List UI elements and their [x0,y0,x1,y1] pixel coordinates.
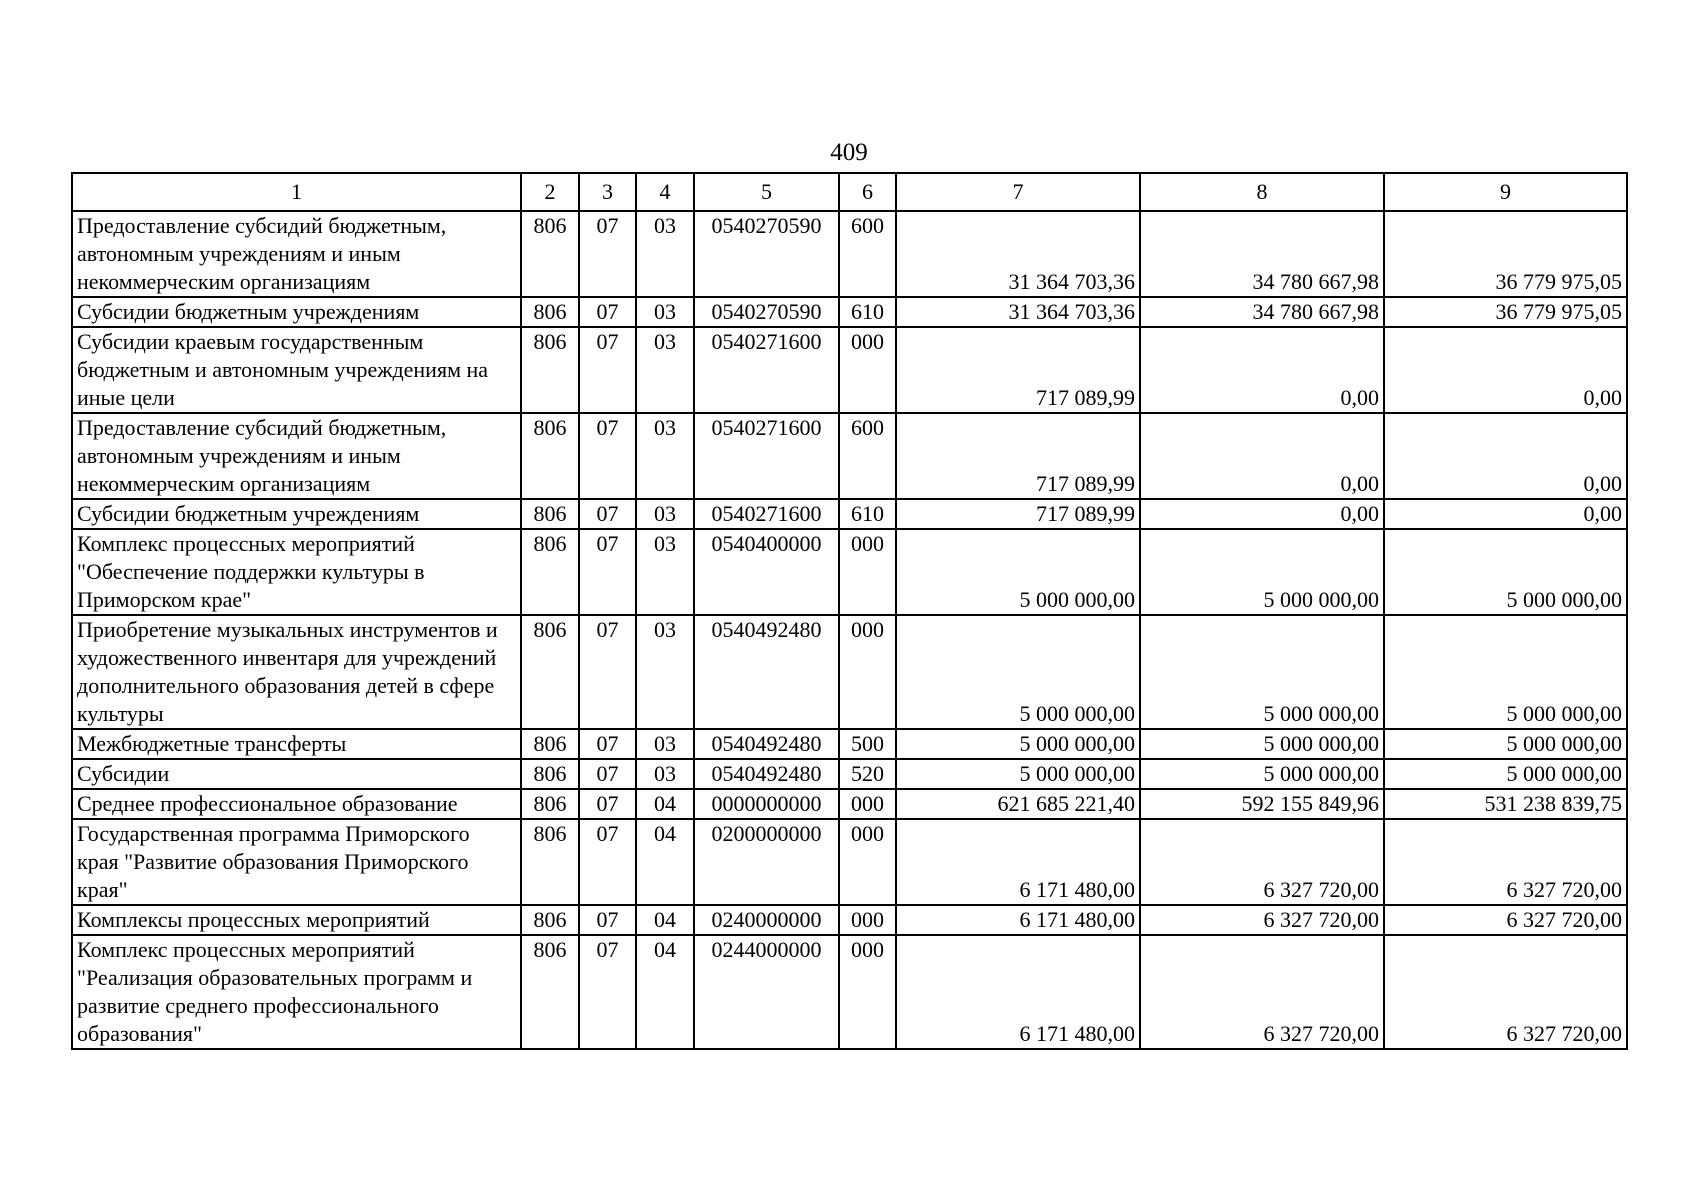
table-row [72,499,1627,529]
cell-amount-col8: 592 155 849,96 [1140,789,1384,819]
table-header [72,173,1627,211]
column-header: 5 [694,173,839,211]
row-name: Приобретение музыкальных инструментов и художественного инвентаря для учреждений дополнительного образования детей в сфере культуры [72,615,521,729]
table-row [72,759,1627,789]
cell-target-article-code: 0540271600 [694,499,839,529]
table-row [72,935,1627,1049]
cell-subsection-code: 03 [636,297,694,327]
column-header: 9 [1384,173,1627,211]
table-body [72,211,1627,1049]
cell-section-code: 07 [579,905,636,935]
cell-amount-col7: 5 000 000,00 [896,529,1140,615]
cell-section-code: 07 [579,729,636,759]
row-name: Предоставление субсидий бюджетным, автономным учреждениям и иным некоммерческим организациям [72,413,521,499]
cell-expense-type-code: 000 [839,789,896,819]
cell-amount-col9: 6 327 720,00 [1384,819,1627,905]
row-name: Субсидии [72,759,521,789]
cell-ministry-code: 806 [521,615,579,729]
cell-amount-col7: 5 000 000,00 [896,729,1140,759]
table-row [72,297,1627,327]
column-header: 8 [1140,173,1384,211]
cell-amount-col8: 6 327 720,00 [1140,905,1384,935]
cell-amount-col9: 36 779 975,05 [1384,211,1627,297]
row-name: Субсидии краевым государственным бюджетным и автономным учреждениям на иные цели [72,327,521,413]
cell-target-article-code: 0540270590 [694,211,839,297]
cell-amount-col8: 0,00 [1140,327,1384,413]
cell-expense-type-code: 000 [839,935,896,1049]
page-number: 409 [830,139,868,166]
table-row [72,905,1627,935]
header-row [72,173,1627,211]
cell-amount-col9: 0,00 [1384,327,1627,413]
table-row [72,729,1627,759]
cell-amount-col9: 0,00 [1384,413,1627,499]
cell-expense-type-code: 000 [839,529,896,615]
table-row [72,211,1627,297]
cell-target-article-code: 0540270590 [694,297,839,327]
row-name: Комплексы процессных мероприятий [72,905,521,935]
column-header: 3 [579,173,636,211]
cell-section-code: 07 [579,211,636,297]
cell-subsection-code: 03 [636,759,694,789]
cell-amount-col8: 5 000 000,00 [1140,529,1384,615]
cell-amount-col7: 5 000 000,00 [896,615,1140,729]
cell-target-article-code: 0540492480 [694,759,839,789]
cell-amount-col7: 717 089,99 [896,327,1140,413]
cell-amount-col9: 6 327 720,00 [1384,905,1627,935]
cell-section-code: 07 [579,615,636,729]
cell-target-article-code: 0200000000 [694,819,839,905]
cell-target-article-code: 0000000000 [694,789,839,819]
cell-ministry-code: 806 [521,759,579,789]
cell-amount-col8: 0,00 [1140,499,1384,529]
cell-amount-col9: 5 000 000,00 [1384,615,1627,729]
cell-amount-col7: 717 089,99 [896,413,1140,499]
cell-amount-col7: 31 364 703,36 [896,211,1140,297]
cell-subsection-code: 04 [636,935,694,1049]
cell-target-article-code: 0540271600 [694,327,839,413]
cell-subsection-code: 03 [636,413,694,499]
cell-expense-type-code: 000 [839,905,896,935]
cell-amount-col8: 34 780 667,98 [1140,297,1384,327]
cell-subsection-code: 03 [636,615,694,729]
cell-target-article-code: 0540492480 [694,615,839,729]
cell-section-code: 07 [579,297,636,327]
cell-ministry-code: 806 [521,297,579,327]
cell-amount-col9: 5 000 000,00 [1384,729,1627,759]
cell-section-code: 07 [579,759,636,789]
cell-subsection-code: 03 [636,529,694,615]
cell-expense-type-code: 500 [839,729,896,759]
cell-amount-col7: 31 364 703,36 [896,297,1140,327]
row-name: Комплекс процессных мероприятий "Реализация образовательных программ и развитие среднего профессионального образования" [72,935,521,1049]
cell-subsection-code: 03 [636,729,694,759]
cell-expense-type-code: 600 [839,211,896,297]
row-name: Субсидии бюджетным учреждениям [72,499,521,529]
table-row [72,819,1627,905]
cell-subsection-code: 03 [636,499,694,529]
cell-amount-col9: 531 238 839,75 [1384,789,1627,819]
table-row [72,615,1627,729]
cell-expense-type-code: 000 [839,615,896,729]
row-name: Среднее профессиональное образование [72,789,521,819]
row-name: Комплекс процессных мероприятий "Обеспечение поддержки культуры в Приморском крае" [72,529,521,615]
cell-section-code: 07 [579,413,636,499]
cell-amount-col9: 36 779 975,05 [1384,297,1627,327]
cell-ministry-code: 806 [521,327,579,413]
column-header: 4 [636,173,694,211]
cell-subsection-code: 04 [636,819,694,905]
cell-target-article-code: 0540492480 [694,729,839,759]
cell-target-article-code: 0540400000 [694,529,839,615]
cell-amount-col8: 5 000 000,00 [1140,729,1384,759]
cell-amount-col9: 5 000 000,00 [1384,529,1627,615]
budget-table [71,172,1628,1050]
cell-amount-col8: 5 000 000,00 [1140,759,1384,789]
table-row [72,327,1627,413]
cell-section-code: 07 [579,819,636,905]
column-header: 6 [839,173,896,211]
cell-expense-type-code: 600 [839,413,896,499]
cell-target-article-code: 0240000000 [694,905,839,935]
table-row [72,413,1627,499]
cell-amount-col9: 5 000 000,00 [1384,759,1627,789]
cell-subsection-code: 04 [636,905,694,935]
cell-ministry-code: 806 [521,211,579,297]
column-header: 1 [72,173,521,211]
cell-ministry-code: 806 [521,499,579,529]
cell-section-code: 07 [579,499,636,529]
cell-expense-type-code: 000 [839,819,896,905]
row-name: Субсидии бюджетным учреждениям [72,297,521,327]
cell-ministry-code: 806 [521,935,579,1049]
cell-amount-col8: 6 327 720,00 [1140,935,1384,1049]
cell-amount-col8: 0,00 [1140,413,1384,499]
cell-ministry-code: 806 [521,789,579,819]
cell-section-code: 07 [579,529,636,615]
cell-amount-col7: 5 000 000,00 [896,759,1140,789]
cell-target-article-code: 0244000000 [694,935,839,1049]
cell-amount-col8: 34 780 667,98 [1140,211,1384,297]
cell-target-article-code: 0540271600 [694,413,839,499]
row-name: Государственная программа Приморского края "Развитие образования Приморского края" [72,819,521,905]
cell-amount-col9: 0,00 [1384,499,1627,529]
cell-amount-col7: 6 171 480,00 [896,819,1140,905]
table-row [72,529,1627,615]
column-header: 7 [896,173,1140,211]
cell-amount-col7: 6 171 480,00 [896,905,1140,935]
cell-amount-col7: 717 089,99 [896,499,1140,529]
cell-ministry-code: 806 [521,529,579,615]
cell-expense-type-code: 000 [839,327,896,413]
table-row [72,789,1627,819]
cell-subsection-code: 03 [636,211,694,297]
cell-expense-type-code: 520 [839,759,896,789]
cell-ministry-code: 806 [521,819,579,905]
column-header: 2 [521,173,579,211]
cell-ministry-code: 806 [521,729,579,759]
cell-amount-col7: 6 171 480,00 [896,935,1140,1049]
cell-expense-type-code: 610 [839,297,896,327]
cell-subsection-code: 03 [636,327,694,413]
cell-section-code: 07 [579,327,636,413]
cell-amount-col8: 5 000 000,00 [1140,615,1384,729]
cell-section-code: 07 [579,935,636,1049]
cell-amount-col9: 6 327 720,00 [1384,935,1627,1049]
cell-ministry-code: 806 [521,413,579,499]
cell-ministry-code: 806 [521,905,579,935]
cell-amount-col8: 6 327 720,00 [1140,819,1384,905]
row-name: Межбюджетные трансферты [72,729,521,759]
cell-amount-col7: 621 685 221,40 [896,789,1140,819]
cell-section-code: 07 [579,789,636,819]
row-name: Предоставление субсидий бюджетным, автономным учреждениям и иным некоммерческим организациям [72,211,521,297]
cell-subsection-code: 04 [636,789,694,819]
cell-expense-type-code: 610 [839,499,896,529]
